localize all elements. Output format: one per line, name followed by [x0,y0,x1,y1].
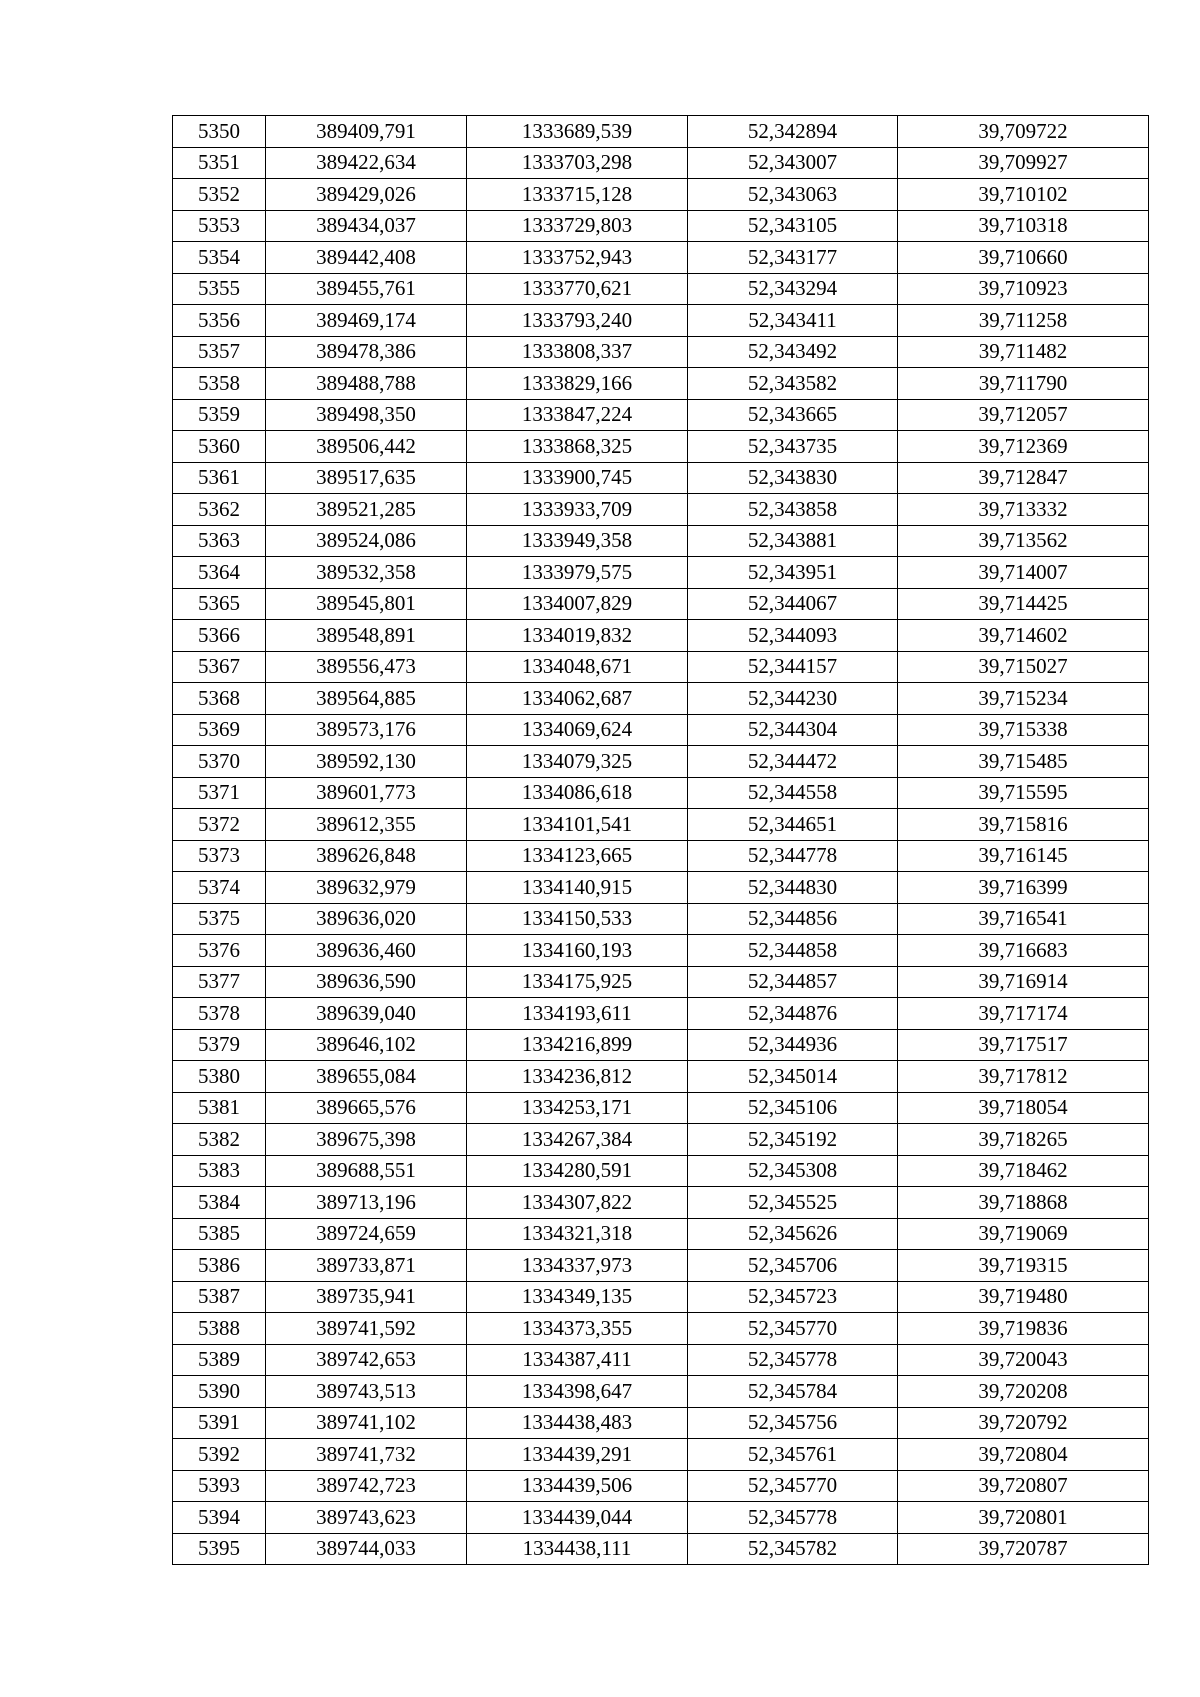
table-row [173,777,1149,809]
x-coordinate-cell: 389532,358 [266,557,467,589]
y-coordinate-cell: 1333979,575 [467,557,688,589]
y-coordinate-cell: 1334150,533 [467,903,688,935]
y-coordinate-cell: 1333847,224 [467,399,688,431]
table-row [173,1124,1149,1156]
point-number-cell: 5386 [173,1250,266,1282]
table-row [173,399,1149,431]
latitude-cell: 52,344651 [688,809,898,841]
x-coordinate-cell: 389724,659 [266,1218,467,1250]
longitude-cell: 39,720804 [898,1439,1149,1471]
point-number-cell: 5381 [173,1092,266,1124]
y-coordinate-cell: 1334123,665 [467,840,688,872]
y-coordinate-cell: 1334439,506 [467,1470,688,1502]
point-number-cell: 5380 [173,1061,266,1093]
latitude-cell: 52,344936 [688,1029,898,1061]
table-row [173,998,1149,1030]
latitude-cell: 52,345778 [688,1502,898,1534]
point-number-cell: 5364 [173,557,266,589]
point-number-cell: 5369 [173,714,266,746]
table-row [173,210,1149,242]
x-coordinate-cell: 389601,773 [266,777,467,809]
latitude-cell: 52,343951 [688,557,898,589]
table-row [173,147,1149,179]
latitude-cell: 52,345778 [688,1344,898,1376]
latitude-cell: 52,345770 [688,1313,898,1345]
latitude-cell: 52,345014 [688,1061,898,1093]
x-coordinate-cell: 389743,623 [266,1502,467,1534]
table-row [173,336,1149,368]
x-coordinate-cell: 389469,174 [266,305,467,337]
table-row [173,1376,1149,1408]
table-row [173,651,1149,683]
y-coordinate-cell: 1334267,384 [467,1124,688,1156]
x-coordinate-cell: 389592,130 [266,746,467,778]
latitude-cell: 52,344858 [688,935,898,967]
y-coordinate-cell: 1334236,812 [467,1061,688,1093]
point-number-cell: 5385 [173,1218,266,1250]
longitude-cell: 39,715338 [898,714,1149,746]
longitude-cell: 39,718265 [898,1124,1149,1156]
longitude-cell: 39,711258 [898,305,1149,337]
table-row [173,903,1149,935]
longitude-cell: 39,714425 [898,588,1149,620]
x-coordinate-cell: 389646,102 [266,1029,467,1061]
latitude-cell: 52,345706 [688,1250,898,1282]
latitude-cell: 52,345761 [688,1439,898,1471]
latitude-cell: 52,345192 [688,1124,898,1156]
longitude-cell: 39,717174 [898,998,1149,1030]
x-coordinate-cell: 389429,026 [266,179,467,211]
x-coordinate-cell: 389442,408 [266,242,467,274]
x-coordinate-cell: 389741,102 [266,1407,467,1439]
x-coordinate-cell: 389455,761 [266,273,467,305]
table-row [173,525,1149,557]
longitude-cell: 39,718462 [898,1155,1149,1187]
x-coordinate-cell: 389744,033 [266,1533,467,1565]
y-coordinate-cell: 1334307,822 [467,1187,688,1219]
longitude-cell: 39,720043 [898,1344,1149,1376]
table-row [173,557,1149,589]
longitude-cell: 39,720792 [898,1407,1149,1439]
longitude-cell: 39,710318 [898,210,1149,242]
point-number-cell: 5353 [173,210,266,242]
table-row [173,368,1149,400]
longitude-cell: 39,720787 [898,1533,1149,1565]
longitude-cell: 39,713332 [898,494,1149,526]
coordinates-table-body [173,116,1149,1565]
x-coordinate-cell: 389612,355 [266,809,467,841]
point-number-cell: 5350 [173,116,266,148]
point-number-cell: 5384 [173,1187,266,1219]
point-number-cell: 5359 [173,399,266,431]
point-number-cell: 5354 [173,242,266,274]
latitude-cell: 52,343411 [688,305,898,337]
table-row [173,746,1149,778]
table-row [173,809,1149,841]
latitude-cell: 52,344093 [688,620,898,652]
x-coordinate-cell: 389422,634 [266,147,467,179]
y-coordinate-cell: 1333689,539 [467,116,688,148]
y-coordinate-cell: 1333868,325 [467,431,688,463]
latitude-cell: 52,345782 [688,1533,898,1565]
x-coordinate-cell: 389517,635 [266,462,467,494]
x-coordinate-cell: 389743,513 [266,1376,467,1408]
x-coordinate-cell: 389521,285 [266,494,467,526]
point-number-cell: 5394 [173,1502,266,1534]
longitude-cell: 39,710660 [898,242,1149,274]
y-coordinate-cell: 1334175,925 [467,966,688,998]
point-number-cell: 5351 [173,147,266,179]
x-coordinate-cell: 389636,590 [266,966,467,998]
y-coordinate-cell: 1334349,135 [467,1281,688,1313]
x-coordinate-cell: 389742,723 [266,1470,467,1502]
x-coordinate-cell: 389639,040 [266,998,467,1030]
table-row [173,1092,1149,1124]
point-number-cell: 5392 [173,1439,266,1471]
x-coordinate-cell: 389636,460 [266,935,467,967]
latitude-cell: 52,343063 [688,179,898,211]
y-coordinate-cell: 1334373,355 [467,1313,688,1345]
x-coordinate-cell: 389655,084 [266,1061,467,1093]
x-coordinate-cell: 389636,020 [266,903,467,935]
longitude-cell: 39,709722 [898,116,1149,148]
y-coordinate-cell: 1334101,541 [467,809,688,841]
point-number-cell: 5367 [173,651,266,683]
y-coordinate-cell: 1334140,915 [467,872,688,904]
y-coordinate-cell: 1334439,291 [467,1439,688,1471]
point-number-cell: 5365 [173,588,266,620]
x-coordinate-cell: 389735,941 [266,1281,467,1313]
x-coordinate-cell: 389488,788 [266,368,467,400]
y-coordinate-cell: 1334337,973 [467,1250,688,1282]
longitude-cell: 39,716399 [898,872,1149,904]
table-row [173,966,1149,998]
latitude-cell: 52,343177 [688,242,898,274]
y-coordinate-cell: 1334062,687 [467,683,688,715]
latitude-cell: 52,343582 [688,368,898,400]
latitude-cell: 52,345723 [688,1281,898,1313]
longitude-cell: 39,719315 [898,1250,1149,1282]
point-number-cell: 5382 [173,1124,266,1156]
table-row [173,1187,1149,1219]
y-coordinate-cell: 1334439,044 [467,1502,688,1534]
latitude-cell: 52,345525 [688,1187,898,1219]
latitude-cell: 52,343830 [688,462,898,494]
longitude-cell: 39,716683 [898,935,1149,967]
table-row [173,1281,1149,1313]
latitude-cell: 52,344067 [688,588,898,620]
latitude-cell: 52,345308 [688,1155,898,1187]
longitude-cell: 39,710923 [898,273,1149,305]
y-coordinate-cell: 1333752,943 [467,242,688,274]
point-number-cell: 5373 [173,840,266,872]
table-row [173,242,1149,274]
latitude-cell: 52,345106 [688,1092,898,1124]
table-row [173,462,1149,494]
x-coordinate-cell: 389564,885 [266,683,467,715]
point-number-cell: 5357 [173,336,266,368]
point-number-cell: 5393 [173,1470,266,1502]
point-number-cell: 5376 [173,935,266,967]
longitude-cell: 39,717812 [898,1061,1149,1093]
point-number-cell: 5379 [173,1029,266,1061]
point-number-cell: 5358 [173,368,266,400]
y-coordinate-cell: 1333703,298 [467,147,688,179]
point-number-cell: 5387 [173,1281,266,1313]
longitude-cell: 39,718868 [898,1187,1149,1219]
point-number-cell: 5391 [173,1407,266,1439]
point-number-cell: 5355 [173,273,266,305]
latitude-cell: 52,345756 [688,1407,898,1439]
point-number-cell: 5363 [173,525,266,557]
table-row [173,431,1149,463]
longitude-cell: 39,719480 [898,1281,1149,1313]
x-coordinate-cell: 389478,386 [266,336,467,368]
x-coordinate-cell: 389545,801 [266,588,467,620]
point-number-cell: 5374 [173,872,266,904]
x-coordinate-cell: 389713,196 [266,1187,467,1219]
point-number-cell: 5370 [173,746,266,778]
y-coordinate-cell: 1334019,832 [467,620,688,652]
longitude-cell: 39,719069 [898,1218,1149,1250]
longitude-cell: 39,717517 [898,1029,1149,1061]
point-number-cell: 5378 [173,998,266,1030]
x-coordinate-cell: 389548,891 [266,620,467,652]
longitude-cell: 39,715234 [898,683,1149,715]
table-row [173,588,1149,620]
point-number-cell: 5356 [173,305,266,337]
latitude-cell: 52,344472 [688,746,898,778]
x-coordinate-cell: 389742,653 [266,1344,467,1376]
latitude-cell: 52,343492 [688,336,898,368]
x-coordinate-cell: 389498,350 [266,399,467,431]
latitude-cell: 52,345626 [688,1218,898,1250]
longitude-cell: 39,712057 [898,399,1149,431]
longitude-cell: 39,719836 [898,1313,1149,1345]
longitude-cell: 39,714602 [898,620,1149,652]
y-coordinate-cell: 1334079,325 [467,746,688,778]
y-coordinate-cell: 1334216,899 [467,1029,688,1061]
y-coordinate-cell: 1333729,803 [467,210,688,242]
y-coordinate-cell: 1334438,483 [467,1407,688,1439]
longitude-cell: 39,711482 [898,336,1149,368]
table-row [173,840,1149,872]
y-coordinate-cell: 1334321,318 [467,1218,688,1250]
latitude-cell: 52,344857 [688,966,898,998]
longitude-cell: 39,720208 [898,1376,1149,1408]
point-number-cell: 5352 [173,179,266,211]
latitude-cell: 52,343007 [688,147,898,179]
y-coordinate-cell: 1334253,171 [467,1092,688,1124]
longitude-cell: 39,720801 [898,1502,1149,1534]
table-row [173,1502,1149,1534]
y-coordinate-cell: 1333715,128 [467,179,688,211]
y-coordinate-cell: 1334048,671 [467,651,688,683]
longitude-cell: 39,716145 [898,840,1149,872]
y-coordinate-cell: 1334007,829 [467,588,688,620]
longitude-cell: 39,720807 [898,1470,1149,1502]
point-number-cell: 5362 [173,494,266,526]
latitude-cell: 52,343735 [688,431,898,463]
x-coordinate-cell: 389556,473 [266,651,467,683]
point-number-cell: 5388 [173,1313,266,1345]
latitude-cell: 52,343665 [688,399,898,431]
latitude-cell: 52,343105 [688,210,898,242]
y-coordinate-cell: 1333793,240 [467,305,688,337]
table-row [173,273,1149,305]
longitude-cell: 39,711790 [898,368,1149,400]
table-row [173,935,1149,967]
x-coordinate-cell: 389688,551 [266,1155,467,1187]
y-coordinate-cell: 1334438,111 [467,1533,688,1565]
latitude-cell: 52,344230 [688,683,898,715]
longitude-cell: 39,712847 [898,462,1149,494]
table-row [173,305,1149,337]
point-number-cell: 5390 [173,1376,266,1408]
table-row [173,1344,1149,1376]
y-coordinate-cell: 1333770,621 [467,273,688,305]
point-number-cell: 5389 [173,1344,266,1376]
x-coordinate-cell: 389733,871 [266,1250,467,1282]
x-coordinate-cell: 389741,732 [266,1439,467,1471]
longitude-cell: 39,712369 [898,431,1149,463]
y-coordinate-cell: 1334387,411 [467,1344,688,1376]
table-row [173,1155,1149,1187]
point-number-cell: 5371 [173,777,266,809]
table-row [173,1439,1149,1471]
table-row [173,1533,1149,1565]
point-number-cell: 5361 [173,462,266,494]
y-coordinate-cell: 1334160,193 [467,935,688,967]
point-number-cell: 5395 [173,1533,266,1565]
longitude-cell: 39,715816 [898,809,1149,841]
x-coordinate-cell: 389409,791 [266,116,467,148]
point-number-cell: 5366 [173,620,266,652]
y-coordinate-cell: 1334280,591 [467,1155,688,1187]
y-coordinate-cell: 1334069,624 [467,714,688,746]
longitude-cell: 39,709927 [898,147,1149,179]
point-number-cell: 5372 [173,809,266,841]
x-coordinate-cell: 389573,176 [266,714,467,746]
longitude-cell: 39,710102 [898,179,1149,211]
table-row [173,683,1149,715]
point-number-cell: 5383 [173,1155,266,1187]
longitude-cell: 39,715027 [898,651,1149,683]
y-coordinate-cell: 1334398,647 [467,1376,688,1408]
longitude-cell: 39,714007 [898,557,1149,589]
latitude-cell: 52,345770 [688,1470,898,1502]
longitude-cell: 39,718054 [898,1092,1149,1124]
latitude-cell: 52,345784 [688,1376,898,1408]
table-row [173,179,1149,211]
x-coordinate-cell: 389524,086 [266,525,467,557]
y-coordinate-cell: 1334193,611 [467,998,688,1030]
x-coordinate-cell: 389675,398 [266,1124,467,1156]
table-row [173,620,1149,652]
longitude-cell: 39,715485 [898,746,1149,778]
coordinates-table [172,115,1149,1565]
table-row [173,1218,1149,1250]
latitude-cell: 52,344876 [688,998,898,1030]
x-coordinate-cell: 389632,979 [266,872,467,904]
y-coordinate-cell: 1333933,709 [467,494,688,526]
table-row [173,1407,1149,1439]
latitude-cell: 52,343881 [688,525,898,557]
y-coordinate-cell: 1333949,358 [467,525,688,557]
latitude-cell: 52,343858 [688,494,898,526]
longitude-cell: 39,716541 [898,903,1149,935]
latitude-cell: 52,344558 [688,777,898,809]
table-row [173,872,1149,904]
table-row [173,494,1149,526]
y-coordinate-cell: 1333900,745 [467,462,688,494]
table-row [173,1470,1149,1502]
point-number-cell: 5375 [173,903,266,935]
latitude-cell: 52,342894 [688,116,898,148]
latitude-cell: 52,344856 [688,903,898,935]
latitude-cell: 52,344304 [688,714,898,746]
x-coordinate-cell: 389434,037 [266,210,467,242]
latitude-cell: 52,344830 [688,872,898,904]
longitude-cell: 39,715595 [898,777,1149,809]
point-number-cell: 5360 [173,431,266,463]
x-coordinate-cell: 389506,442 [266,431,467,463]
table-row [173,1313,1149,1345]
longitude-cell: 39,713562 [898,525,1149,557]
longitude-cell: 39,716914 [898,966,1149,998]
x-coordinate-cell: 389626,848 [266,840,467,872]
table-row [173,1061,1149,1093]
y-coordinate-cell: 1333829,166 [467,368,688,400]
table-row [173,1250,1149,1282]
latitude-cell: 52,343294 [688,273,898,305]
point-number-cell: 5377 [173,966,266,998]
point-number-cell: 5368 [173,683,266,715]
y-coordinate-cell: 1334086,618 [467,777,688,809]
latitude-cell: 52,344157 [688,651,898,683]
x-coordinate-cell: 389665,576 [266,1092,467,1124]
table-row [173,116,1149,148]
y-coordinate-cell: 1333808,337 [467,336,688,368]
latitude-cell: 52,344778 [688,840,898,872]
table-row [173,1029,1149,1061]
x-coordinate-cell: 389741,592 [266,1313,467,1345]
table-row [173,714,1149,746]
